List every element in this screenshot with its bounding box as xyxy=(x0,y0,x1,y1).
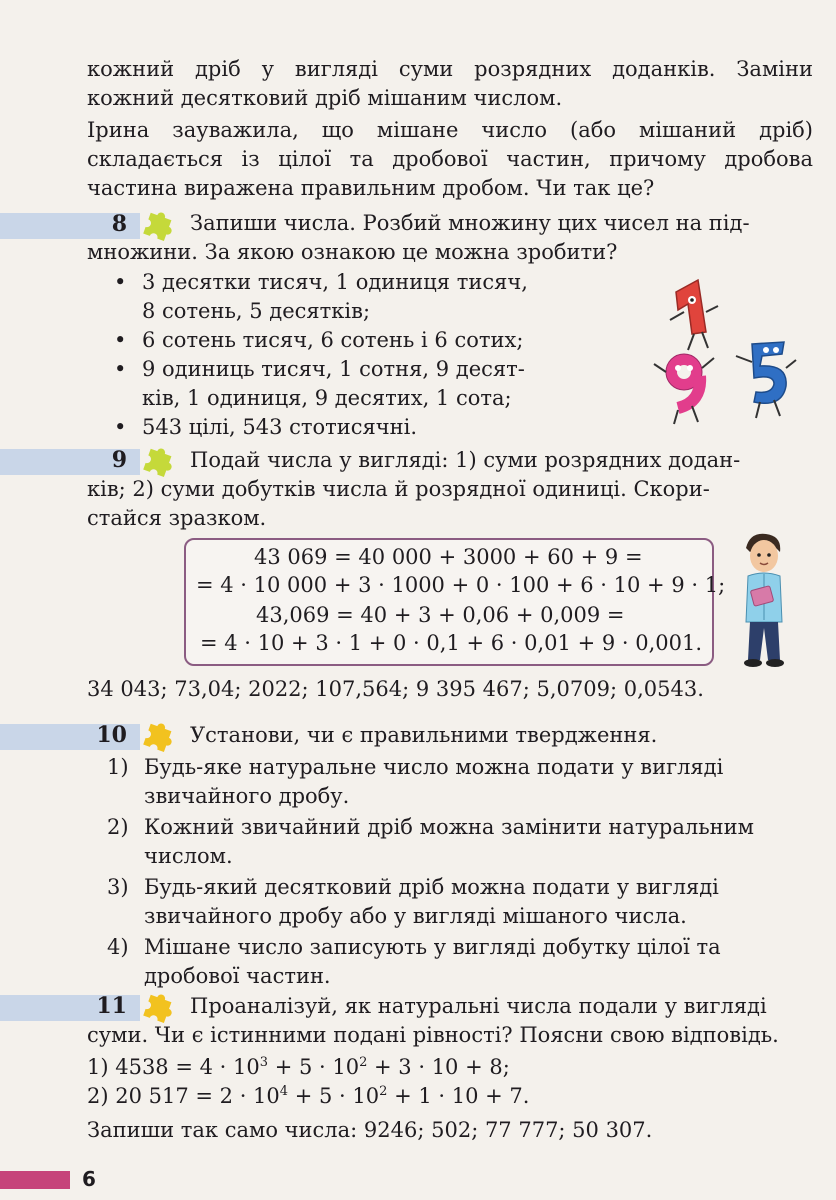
task-11-text-1: Проаналізуй, як натуральні числа подали у вигляді xyxy=(190,994,767,1018)
puzzle-icon xyxy=(141,208,175,242)
intro-line-1: кожний дріб у вигляді суми розрядних доданків. Заміни xyxy=(87,57,813,81)
task-11-final: Запиши так само числа: 9246; 502; 77 777; 50 307. xyxy=(87,1118,653,1142)
page-number: 6 xyxy=(82,1167,96,1191)
statement-item: 4) Мішане число записують у вигляді добутку цілої та дробової частин. xyxy=(107,935,721,988)
task-9-text-3: стайся зразком. xyxy=(87,506,267,530)
task-10-number: 10 xyxy=(96,722,127,748)
task-8-number: 8 xyxy=(111,211,127,237)
task-8-text-2: множини. За якою ознакою це можна зробити? xyxy=(87,240,618,264)
svg-text:1: 1 xyxy=(726,316,727,317)
task-11-text-2: суми. Чи є істинними подані рівності? Поясни свою відповідь. xyxy=(87,1023,779,1047)
example-line-1: 43 069 = 40 000 + 3000 + 60 + 9 = xyxy=(254,545,643,569)
boy-illustration xyxy=(726,530,796,670)
example-line-3: 43,069 = 40 + 3 + 0,06 + 0,009 = xyxy=(256,603,625,627)
equation-2: 2) 20 $517 = 2 \cdot 10^4 + 5 \cdot 10^2 + 1 \cdot 10 + 7$. xyxy=(87,1084,530,1108)
task-9-text-2: ків; 2) суми добутків числа й розрядної одиниці. Скори- xyxy=(87,477,710,501)
example-line-2: = 4 · 10 000 + 3 · 1000 + 0 · 100 + 6 · 10 + 9 · 1; xyxy=(196,573,726,597)
irina-line-2: складається із цілої та дробової частин, причому дробова xyxy=(87,147,813,171)
irina-paragraph xyxy=(87,116,813,203)
task-8-bullets xyxy=(112,268,632,442)
task-9-text-1: Подай числа у вигляді: 1) суми розрядних додан- xyxy=(190,448,741,472)
example-box xyxy=(184,538,726,666)
equation-1: 1) $4538 = 4 \cdot 10^3 + 5 \cdot 10^2 + 3 \cdot 10 + 8$; xyxy=(87,1055,510,1079)
digit-characters-illustration xyxy=(648,272,798,432)
task-11-number: 11 xyxy=(96,993,127,1019)
task-9-number: 9 xyxy=(111,447,127,473)
bullet-item: • 3 десятки тисяч, 1 одиниця тисяч, 8 сотень, 5 десятків; xyxy=(112,268,632,326)
statement-item: 3) Будь-який десятковий дріб можна подати у вигляді звичайного дробу або у вигляді мішаного числа. xyxy=(107,875,719,928)
puzzle-icon xyxy=(141,719,175,753)
irina-line-1: Ірина зауважила, що мішане число (або мішаний дріб) xyxy=(87,118,813,142)
irina-line-3: частина виражена правильним дробом. Чи так це? xyxy=(87,176,655,200)
task-10-statements xyxy=(107,753,813,993)
task-10-text: Установи, чи є правильними твердження. xyxy=(190,723,658,747)
intro-paragraph xyxy=(87,55,813,113)
bullet-item: • 6 сотень тисяч, 6 сотень і 6 сотих; xyxy=(112,326,632,355)
bullet-item: • 543 цілі, 543 стотисячні. xyxy=(112,413,632,442)
puzzle-icon xyxy=(141,990,175,1024)
statement-item: 1) Будь-яке натуральне число можна подати у вигляді звичайного дробу. xyxy=(107,755,724,808)
task-9-numbers: 34 043; 73,04; 2022; 107,564; 9 395 467; 5,0709; 0,0543. xyxy=(87,677,704,701)
statement-item: 2) Кожний звичайний дріб можна замінити натуральним числом. xyxy=(107,815,754,868)
example-line-4: = 4 · 10 + 3 · 1 + 0 · 0,1 + 6 · 0,01 + 9 · 0,001. xyxy=(200,631,703,655)
footer-bar xyxy=(0,1171,70,1189)
task-8-text-1: Запиши числа. Розбий множину цих чисел на під- xyxy=(190,211,750,235)
bullet-item: • 9 одиниць тисяч, 1 сотня, 9 десят- ків, 1 одиниця, 9 десятих, 1 сота; xyxy=(112,355,632,413)
intro-line-2: кожний десятковий дріб мішаним числом. xyxy=(87,86,563,110)
puzzle-icon xyxy=(141,444,175,478)
